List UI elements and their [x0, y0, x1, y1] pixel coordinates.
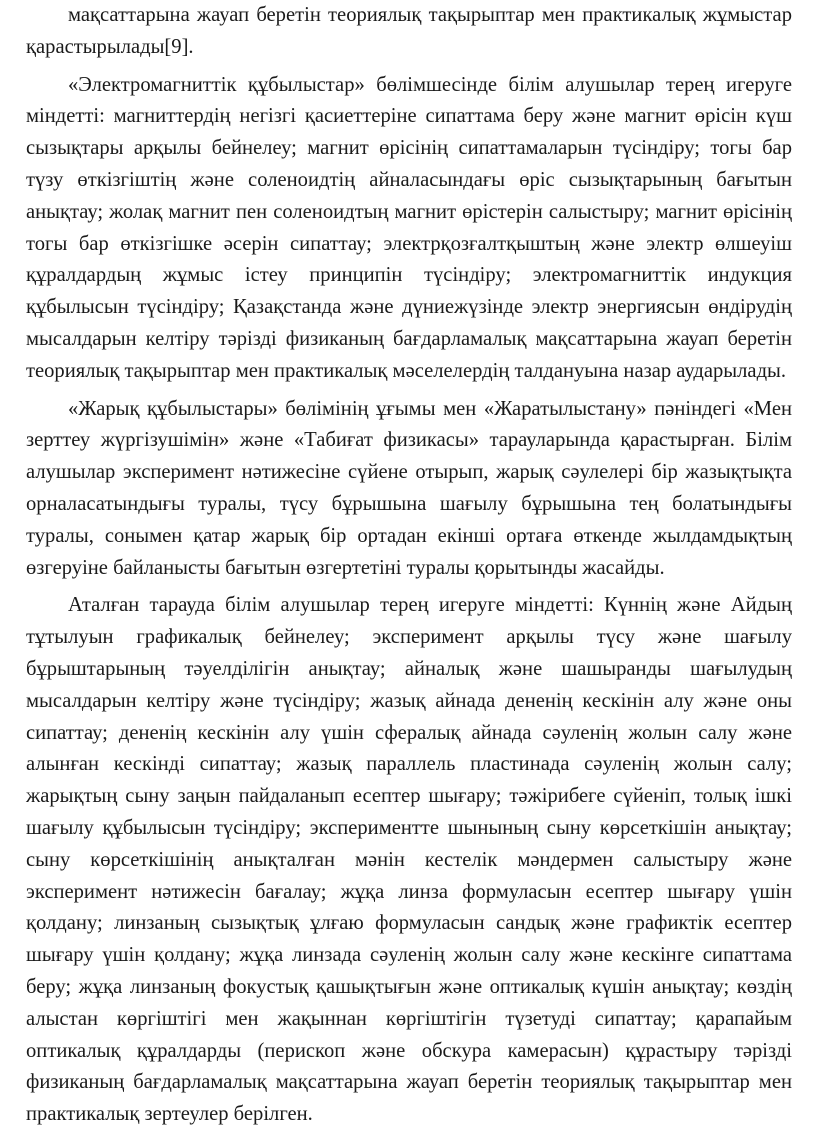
paragraph-learning-objectives: Аталған тарауда білім алушылар терең игеруге міндетті: Күннің және Айдың тұтылуын графикалық бейнелеу; эксперимент арқылы түсу және шағылу бұрыштарының тәуелділігін анықтау; айналық және шашыранды шағылудың мысалдарын келтіру және түсіндіру; жазық айнада дененің кескінін алу және оны сипаттау; дененің кескінін алу үшін сфералық айнада сәуленің жолын салу және алынған кескінді сипаттау; жазық параллель пластинада сәуленің жолын салу; жарықтың сыну заңын пайдаланып есептер шығару; тәжірибеге сүйеніп, толық ішкі шағылу құбылысын түсіндіру; экспериментте шынының сыну көрсеткішін анықтау; сыну көрсеткішінің анықталған мәнін кестелік мәндермен салыстыру және эксперимент нәтижесін бағалау; жұқа линза формуласын есептер шығару үшін қолдану; линзаның сызықтық ұлғаю формуласын сандық және графиктік есептер шығару үшін қолдану; жұқа линзада сәуленің жолын салу және кескінге сипаттама беру; жұқа линзаның фокустық қашықтығын және оптикалық күшін анықтау; көздің алыстан көргіштігі мен жақыннан көргіштігін түзетуді сипаттау; қарапайым оптикалық құралдарды (перископ және обскура камерасын) құрастыру тәрізді физиканың бағдарламалық мақсаттарына жауап беретін теориялық тақырыптар мен практикалық зертеулер берілген.: [26, 594, 792, 1126]
paragraph-light-phenomena: «Жарық құбылыстары» бөлімінің ұғымы мен «Жаратылыстану» пәніндегі «Мен зерттеу жүргізушімін» және «Табиғат физикасы» тарауларында қарастырған. Білім алушылар эксперимент нәтижесіне сүйене отырып, жарық сәулелері бір жазықтықта орналасатындығы туралы, түсу бұрышына шағылу бұрышына тең болатындығы туралы, сонымен қатар жарық бір ортадан екінші ортаға өткенде жылдамдықтың өзгеруіне байланысты бағытын өзгертетіні туралы қорытынды жасайды.: [26, 397, 792, 579]
paragraph-electromagnetic-phenomena: «Электромагниттік құбылыстар» бөлімшесінде білім алушылар терең игеруге міндетті: магниттердің негізгі қасиеттеріне сипаттама беру және магнит өрісін күш сызықтары арқылы бейнелеу; магнит өрісінің сипаттамаларын түсіндіру; тогы бар түзу өткізгіштің және соленоидтің айналасындағы өріс сызықтарының бағытын анықтау; жолақ магнит пен соленоидтың магнит өрістерін салыстыру; магнит өрісінің тогы бар өткізгішке әсерін сипаттау; электрқозғалтқыштың және электр өлшеуіш құралдардың жұмыс істеу принципін түсіндіру; электромагниттік индукция құбылысын түсіндіру; Қазақстанда және дүниежүзінде электр энергиясын өндірудің мысалдарын келтіру тәрізді физиканың бағдарламалық мақсаттарына жауап беретін теориялық тақырыптар мен практикалық мәселелердің талдануына назар аударылады.: [26, 73, 792, 382]
paragraph-continuation: мақсаттарына жауап беретін теориялық тақырыптар мен практикалық жұмыстар қарастырылады[9].: [26, 4, 792, 58]
